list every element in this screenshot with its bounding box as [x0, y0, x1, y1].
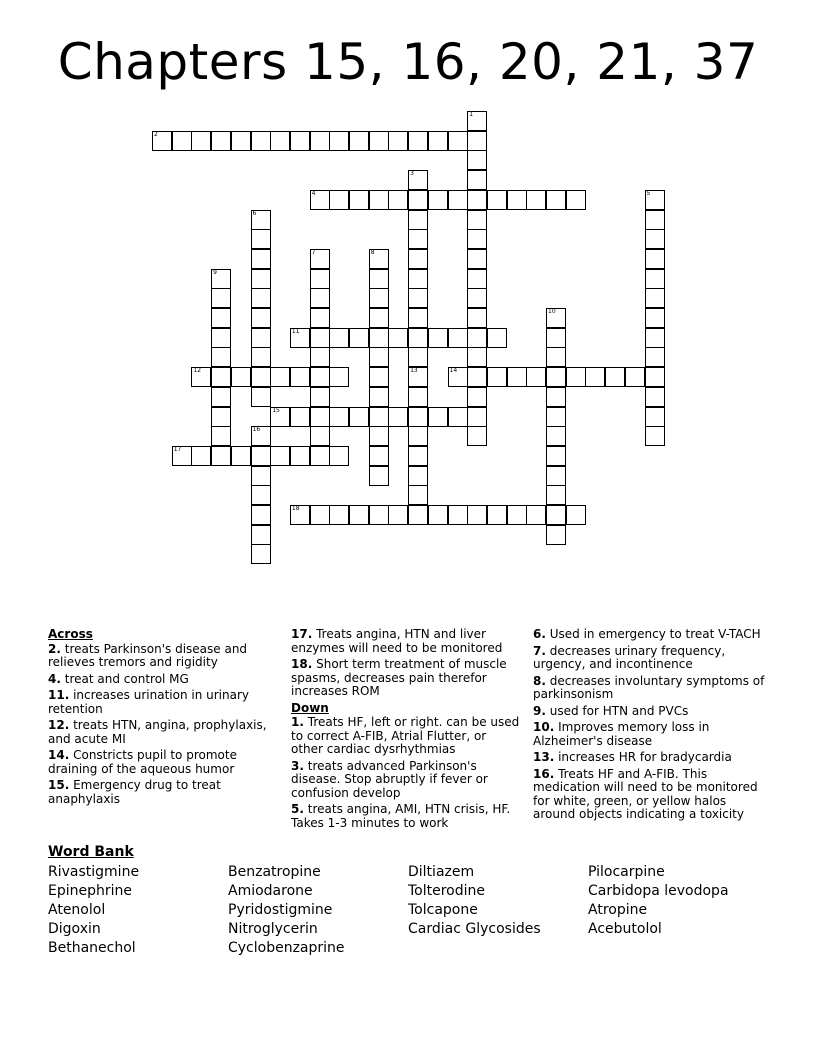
- clue-text: increases urination in urinary retention: [48, 688, 249, 716]
- crossword-cell[interactable]: [467, 347, 487, 367]
- crossword-cell[interactable]: [329, 407, 349, 427]
- clue-number: 1.: [291, 715, 304, 729]
- crossword-cell[interactable]: [290, 367, 310, 387]
- crossword-cell[interactable]: [349, 505, 369, 525]
- cell-number: 6: [252, 209, 257, 217]
- crossword-cell[interactable]: [369, 446, 389, 466]
- word-bank-item: Pyridostigmine: [228, 902, 333, 918]
- clue-text: treats Parkinson's disease and relieves tremors and rigidity: [48, 641, 248, 669]
- crossword-cell[interactable]: [349, 131, 369, 151]
- clue-text: Used in emergency to treat V-TACH: [549, 627, 761, 641]
- crossword-cell[interactable]: [566, 367, 586, 387]
- clue-number: 15.: [48, 778, 70, 792]
- word-bank-column-4: [588, 863, 729, 939]
- crossword-cell[interactable]: [310, 190, 330, 210]
- clue-down-6: [533, 628, 765, 642]
- word-bank-item: Carbidopa levodopa: [588, 883, 729, 899]
- crossword-cell[interactable]: [428, 131, 448, 151]
- crossword-cell[interactable]: [408, 407, 428, 427]
- crossword-cell[interactable]: [349, 407, 369, 427]
- cell-number: 1: [469, 111, 474, 118]
- crossword-cell[interactable]: [310, 347, 330, 367]
- cell-number: 18: [291, 505, 300, 512]
- crossword-cell[interactable]: [645, 367, 665, 387]
- crossword-cell[interactable]: [487, 190, 507, 210]
- crossword-cell[interactable]: [645, 407, 665, 427]
- crossword-cell[interactable]: [645, 288, 665, 308]
- clue-across-2: [48, 643, 268, 670]
- crossword-cell[interactable]: [408, 210, 428, 230]
- cell-number: 11: [291, 327, 300, 335]
- crossword-cell[interactable]: [251, 485, 271, 505]
- crossword-cell[interactable]: [487, 328, 507, 348]
- crossword-cell[interactable]: [487, 367, 507, 387]
- crossword-cell[interactable]: [329, 131, 349, 151]
- clue-text: treat and control MG: [64, 671, 189, 686]
- crossword-cell[interactable]: [270, 367, 290, 387]
- crossword-cell[interactable]: [408, 446, 428, 466]
- clue-down-8: [533, 675, 765, 702]
- crossword-cell[interactable]: [369, 131, 389, 151]
- crossword-cell[interactable]: [467, 190, 487, 210]
- crossword-cell[interactable]: [546, 308, 566, 328]
- crossword-cell[interactable]: [290, 407, 310, 427]
- crossword-cell[interactable]: [546, 407, 566, 427]
- word-bank-item: Pilocarpine: [588, 864, 665, 880]
- crossword-cell[interactable]: [369, 288, 389, 308]
- clue-text: Treats HF, left or right. can be used to correct A-FIB, Atrial Flutter, or other cardiac dysrhythmias: [291, 715, 520, 756]
- crossword-cell[interactable]: [211, 288, 231, 308]
- crossword-cell[interactable]: [369, 426, 389, 446]
- crossword-cell[interactable]: [507, 190, 527, 210]
- crossword-cell[interactable]: [251, 249, 271, 269]
- crossword-cell[interactable]: [211, 387, 231, 407]
- crossword-cell[interactable]: [467, 249, 487, 269]
- word-bank-item: Atenolol: [48, 902, 106, 918]
- clue-number: 5.: [291, 802, 304, 816]
- crossword-cell[interactable]: [645, 210, 665, 230]
- crossword-cell[interactable]: [310, 367, 330, 387]
- crossword-cell[interactable]: [172, 446, 192, 466]
- crossword-cell[interactable]: [507, 367, 527, 387]
- crossword-cell[interactable]: [585, 367, 605, 387]
- crossword-cell[interactable]: [191, 446, 211, 466]
- clue-number: 6.: [533, 627, 546, 641]
- clue-number: 18.: [291, 657, 313, 671]
- crossword-cell[interactable]: [388, 407, 408, 427]
- crossword-cell[interactable]: [388, 131, 408, 151]
- clue-across-11: [48, 689, 268, 716]
- word-bank-item: Amiodarone: [228, 883, 313, 899]
- crossword-cell[interactable]: [191, 131, 211, 151]
- crossword-cell[interactable]: [251, 210, 271, 230]
- word-bank-item: Tolcapone: [408, 902, 478, 918]
- crossword-cell[interactable]: [251, 426, 271, 446]
- clue-text: increases HR for bradycardia: [558, 750, 732, 764]
- crossword-cell[interactable]: [645, 426, 665, 446]
- crossword-cell[interactable]: [388, 190, 408, 210]
- clue-number: 17.: [291, 627, 313, 641]
- crossword-cell[interactable]: [546, 446, 566, 466]
- cell-number: 9: [213, 268, 217, 276]
- crossword-cell[interactable]: [408, 229, 428, 249]
- cell-number: 7: [311, 248, 316, 256]
- crossword-cell[interactable]: [270, 131, 290, 151]
- crossword-cell[interactable]: [507, 505, 527, 525]
- crossword-cell[interactable]: [211, 367, 231, 387]
- crossword-cell[interactable]: [467, 387, 487, 407]
- clue-number: 7.: [533, 643, 546, 658]
- crossword-cell[interactable]: [349, 328, 369, 348]
- crossword-cell[interactable]: [546, 426, 566, 446]
- crossword-cell[interactable]: [408, 505, 428, 525]
- clue-across-17: [291, 628, 521, 655]
- crossword-cell[interactable]: [408, 249, 428, 269]
- crossword-cell[interactable]: [408, 426, 428, 446]
- crossword-cell[interactable]: [251, 229, 271, 249]
- word-bank-item: Cyclobenzaprine: [228, 940, 345, 956]
- clue-down-3: [291, 760, 521, 801]
- crossword-cell[interactable]: [408, 269, 428, 289]
- crossword-cell[interactable]: [487, 505, 507, 525]
- crossword-cell[interactable]: [310, 328, 330, 348]
- crossword-cell[interactable]: [448, 131, 468, 151]
- clue-number: 10.: [533, 720, 555, 734]
- clue-text: Treats HF and A-FIB. This medication will need to be monitored for white, green, or yellow halos around objects indicating a toxicity: [533, 766, 758, 821]
- clue-text: used for HTN and PVCs: [549, 703, 689, 718]
- crossword-cell[interactable]: [211, 347, 231, 367]
- crossword-cell[interactable]: [448, 367, 468, 387]
- crossword-cell[interactable]: [310, 288, 330, 308]
- cell-number: 15: [272, 406, 280, 414]
- crossword-cell[interactable]: [526, 190, 546, 210]
- crossword-cell[interactable]: [566, 190, 586, 210]
- clue-across-18: [291, 658, 521, 699]
- crossword-cell[interactable]: [546, 190, 566, 210]
- crossword-cell[interactable]: [290, 328, 310, 348]
- clue-number: 16.: [533, 766, 555, 781]
- crossword-cell[interactable]: [329, 505, 349, 525]
- clue-across-14: [48, 749, 268, 776]
- cell-number: 14: [449, 367, 458, 375]
- crossword-cell[interactable]: [645, 387, 665, 407]
- crossword-cell[interactable]: [172, 131, 192, 151]
- word-bank-column-1: [48, 863, 139, 958]
- crossword-cell[interactable]: [546, 347, 566, 367]
- word-bank-item: Acebutolol: [588, 921, 662, 937]
- crossword-cell[interactable]: [310, 505, 330, 525]
- word-bank-item: Atropine: [588, 902, 648, 918]
- crossword-cell[interactable]: [408, 347, 428, 367]
- clue-number: 4.: [48, 671, 61, 686]
- word-bank-item: Tolterodine: [408, 883, 486, 899]
- crossword-cell[interactable]: [467, 505, 487, 525]
- crossword-cell[interactable]: [546, 328, 566, 348]
- crossword-cell[interactable]: [369, 347, 389, 367]
- crossword-cell[interactable]: [369, 466, 389, 486]
- crossword-cell[interactable]: [310, 249, 330, 269]
- clue-down-13: [533, 751, 765, 765]
- crossword-cell[interactable]: [448, 190, 468, 210]
- crossword-cell[interactable]: [408, 308, 428, 328]
- crossword-cell[interactable]: [369, 269, 389, 289]
- crossword-cell[interactable]: [546, 466, 566, 486]
- crossword-cell[interactable]: [211, 308, 231, 328]
- clue-down-5: [291, 803, 521, 830]
- crossword-cell[interactable]: [369, 367, 389, 387]
- crossword-cell[interactable]: [546, 505, 566, 525]
- crossword-cell[interactable]: [388, 328, 408, 348]
- crossword-cell[interactable]: [290, 131, 310, 151]
- clue-text: decreases urinary frequency, urgency, and incontinence: [533, 643, 726, 671]
- crossword-cell[interactable]: [448, 328, 468, 348]
- crossword-cell[interactable]: [645, 229, 665, 249]
- crossword-cell[interactable]: [191, 367, 211, 387]
- crossword-cell[interactable]: [211, 446, 231, 466]
- crossword-cell[interactable]: [310, 308, 330, 328]
- crossword-cell[interactable]: [526, 505, 546, 525]
- clue-text: Improves memory loss in Alzheimer's disease: [533, 720, 710, 748]
- crossword-cell[interactable]: [388, 505, 408, 525]
- crossword-cell[interactable]: [251, 347, 271, 367]
- crossword-cell[interactable]: [645, 328, 665, 348]
- clue-down-9: [533, 705, 765, 719]
- crossword-cell[interactable]: [231, 367, 251, 387]
- crossword-cell[interactable]: [546, 387, 566, 407]
- crossword-cell[interactable]: [251, 131, 271, 151]
- cell-number: 10: [548, 308, 556, 315]
- across-heading: Across: [48, 627, 93, 641]
- crossword-cell[interactable]: [231, 446, 251, 466]
- crossword-cell[interactable]: [546, 485, 566, 505]
- crossword-cell[interactable]: [329, 367, 349, 387]
- crossword-cell[interactable]: [231, 131, 251, 151]
- crossword-cell[interactable]: [467, 308, 487, 328]
- clue-text: treats advanced Parkinson's disease. Stop abruptly if fever or confusion develop: [291, 758, 488, 800]
- crossword-cell[interactable]: [408, 190, 428, 210]
- crossword-cell[interactable]: [428, 505, 448, 525]
- crossword-cell[interactable]: [310, 387, 330, 407]
- cell-number: 5: [646, 189, 651, 197]
- cell-number: 2: [154, 130, 158, 138]
- clue-text: decreases involuntary symptoms of parkinsonism: [533, 673, 765, 701]
- crossword-cell[interactable]: [251, 466, 271, 486]
- crossword-cell[interactable]: [251, 446, 271, 466]
- clues-column-3: [533, 628, 765, 825]
- clue-number: 9.: [533, 703, 546, 718]
- crossword-cell[interactable]: [645, 269, 665, 289]
- crossword-cell[interactable]: [329, 446, 349, 466]
- crossword-cell[interactable]: [290, 446, 310, 466]
- crossword-cell[interactable]: [152, 131, 172, 151]
- cell-number: 12: [193, 367, 202, 375]
- crossword-cell[interactable]: [408, 367, 428, 387]
- crossword-cell[interactable]: [566, 505, 586, 525]
- clue-text: Emergency drug to treat anaphylaxis: [48, 778, 221, 806]
- crossword-cell[interactable]: [211, 131, 231, 151]
- crossword-cell[interactable]: [467, 170, 487, 190]
- cell-number: 3: [410, 170, 414, 178]
- clue-down-1: [291, 716, 521, 757]
- puzzle-title: Chapters 15, 16, 20, 21, 37: [57, 33, 759, 91]
- crossword-cell[interactable]: [448, 407, 468, 427]
- crossword-cell[interactable]: [467, 111, 487, 131]
- cell-number: 17: [173, 445, 182, 453]
- clue-number: 13.: [533, 750, 555, 764]
- crossword-cell[interactable]: [251, 328, 271, 348]
- clue-number: 3.: [291, 758, 304, 773]
- word-bank-item: Benzatropine: [228, 864, 321, 880]
- clue-across-4: [48, 673, 268, 687]
- cell-number: 13: [410, 367, 418, 375]
- crossword-cell[interactable]: [369, 407, 389, 427]
- word-bank-title: Word Bank: [48, 844, 134, 860]
- crossword-cell[interactable]: [428, 190, 448, 210]
- crossword-cell[interactable]: [467, 328, 487, 348]
- crossword-cell[interactable]: [467, 269, 487, 289]
- word-bank-item: Bethanechol: [48, 940, 136, 956]
- crossword-cell[interactable]: [526, 367, 546, 387]
- cell-number: 16: [252, 426, 261, 434]
- crossword-cell[interactable]: [270, 407, 290, 427]
- crossword-cell[interactable]: [251, 288, 271, 308]
- crossword-cell[interactable]: [211, 328, 231, 348]
- crossword-cell[interactable]: [310, 426, 330, 446]
- word-bank-column-2: [228, 863, 345, 958]
- crossword-cell[interactable]: [428, 328, 448, 348]
- crossword-cell[interactable]: [467, 210, 487, 230]
- clue-down-10: [533, 721, 765, 748]
- word-bank-item: Epinephrine: [48, 883, 132, 899]
- crossword-cell[interactable]: [251, 269, 271, 289]
- crossword-cell[interactable]: [467, 150, 487, 170]
- crossword-cell[interactable]: [211, 426, 231, 446]
- crossword-cell[interactable]: [645, 249, 665, 269]
- clue-across-15: [48, 779, 268, 806]
- crossword-cell[interactable]: [645, 347, 665, 367]
- crossword-cell[interactable]: [369, 308, 389, 328]
- crossword-cell[interactable]: [467, 426, 487, 446]
- crossword-cell[interactable]: [645, 190, 665, 210]
- crossword-cell[interactable]: [251, 308, 271, 328]
- clue-text: Treats angina, HTN and liver enzymes will need to be monitored: [291, 627, 503, 655]
- clue-text: Short term treatment of muscle spasms, decreases pain therefor increases ROM: [291, 657, 507, 698]
- crossword-cell[interactable]: [645, 308, 665, 328]
- crossword-cell[interactable]: [349, 190, 369, 210]
- crossword-cell[interactable]: [369, 328, 389, 348]
- crossword-cell[interactable]: [625, 367, 645, 387]
- crossword-cell[interactable]: [408, 170, 428, 190]
- crossword-cell[interactable]: [251, 387, 271, 407]
- crossword-cell[interactable]: [408, 131, 428, 151]
- crossword-cell[interactable]: [428, 407, 448, 427]
- crossword-cell[interactable]: [310, 446, 330, 466]
- crossword-cell[interactable]: [467, 131, 487, 151]
- crossword-cell[interactable]: [605, 367, 625, 387]
- crossword-cell[interactable]: [329, 328, 349, 348]
- crossword-cell[interactable]: [546, 525, 566, 545]
- crossword-cell[interactable]: [310, 407, 330, 427]
- clue-down-7: [533, 645, 765, 672]
- crossword-cell[interactable]: [467, 229, 487, 249]
- word-bank-column-3: [408, 863, 541, 939]
- crossword-cell[interactable]: [290, 505, 310, 525]
- down-heading: Down: [291, 700, 329, 715]
- clue-text: treats angina, AMI, HTN crisis, HF. Takes 1-3 minutes to work: [291, 802, 511, 830]
- clue-number: 11.: [48, 688, 70, 702]
- clue-number: 12.: [48, 718, 70, 732]
- clue-down-16: [533, 768, 765, 822]
- crossword-cell[interactable]: [251, 544, 271, 564]
- clue-text: Constricts pupil to promote draining of the aqueous humor: [48, 748, 237, 776]
- crossword-cell[interactable]: [467, 407, 487, 427]
- crossword-cell[interactable]: [251, 367, 271, 387]
- crossword-cell[interactable]: [251, 505, 271, 525]
- crossword-cell[interactable]: [369, 387, 389, 407]
- cell-number: 4: [311, 189, 316, 197]
- word-bank-item: Digoxin: [48, 921, 101, 937]
- clues-column-2: [291, 628, 521, 833]
- crossword-cell[interactable]: [369, 190, 389, 210]
- crossword-cell[interactable]: [408, 387, 428, 407]
- cell-number: 8: [370, 248, 375, 256]
- clue-number: 8.: [533, 673, 546, 688]
- word-bank-item: Cardiac Glycosides: [408, 921, 541, 937]
- crossword-cell[interactable]: [211, 407, 231, 427]
- crossword-cell[interactable]: [546, 367, 566, 387]
- clue-number: 14.: [48, 748, 70, 762]
- clues-column-1: [48, 628, 268, 809]
- crossword-cell[interactable]: [329, 190, 349, 210]
- crossword-cell[interactable]: [408, 466, 428, 486]
- crossword-cell[interactable]: [369, 249, 389, 269]
- word-bank-item: Rivastigmine: [48, 864, 140, 880]
- crossword-cell[interactable]: [211, 269, 231, 289]
- clue-number: 2.: [48, 641, 61, 656]
- crossword-cell[interactable]: [369, 505, 389, 525]
- word-bank-item: Nitroglycerin: [228, 921, 318, 937]
- crossword-cell[interactable]: [251, 525, 271, 545]
- crossword-cell[interactable]: [408, 328, 428, 348]
- word-bank-item: Diltiazem: [408, 864, 475, 880]
- crossword-cell[interactable]: [270, 446, 290, 466]
- crossword-cell[interactable]: [467, 367, 487, 387]
- crossword-cell[interactable]: [408, 485, 428, 505]
- clue-text: treats HTN, angina, prophylaxis, and acute MI: [48, 718, 267, 746]
- crossword-cell[interactable]: [448, 505, 468, 525]
- crossword-cell[interactable]: [310, 269, 330, 289]
- crossword-cell[interactable]: [467, 288, 487, 308]
- clue-across-12: [48, 719, 268, 746]
- crossword-cell[interactable]: [408, 288, 428, 308]
- crossword-cell[interactable]: [310, 131, 330, 151]
